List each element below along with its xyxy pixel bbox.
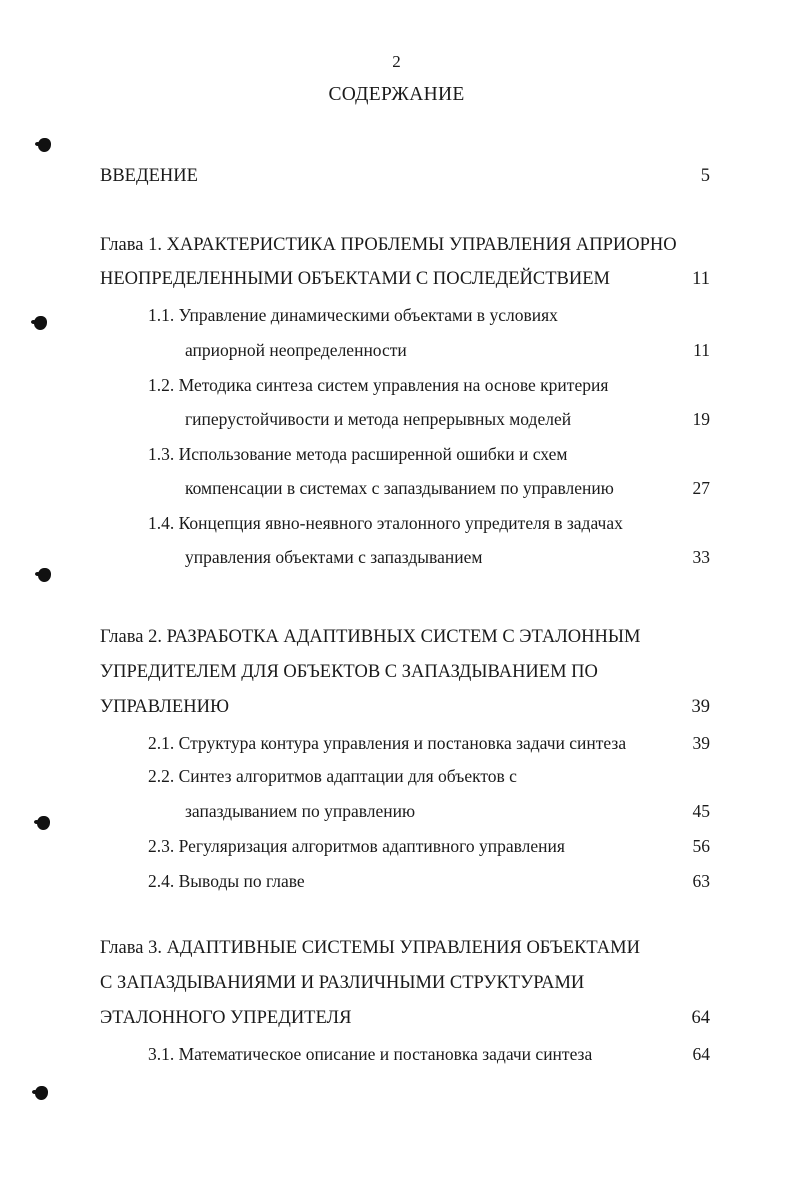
section-2-2: 2.2. Синтез алгоритмов адаптации для объектов с: [148, 766, 517, 786]
page-number: 2: [392, 52, 401, 71]
section-1-1: 1.1. Управление динамическими объектами в условиях: [148, 305, 558, 325]
toc-page-number: 11: [692, 269, 710, 289]
toc-page-number: 56: [692, 836, 710, 856]
section-2-1: 2.1. Структура контура управления и постановка задачи синтеза: [148, 733, 627, 753]
section-1-3: 1.3. Использование метода расширенной ошибки и схем: [148, 444, 568, 464]
chapter-1-title: Глава 1. ХАРАКТЕРИСТИКА ПРОБЛЕМЫ УПРАВЛЕНИЯ АПРИОРНО: [100, 235, 677, 255]
punch-hole-mark: [34, 316, 47, 330]
toc-page-number: 27: [692, 478, 710, 498]
section-2-3: 2.3. Регуляризация алгоритмов адаптивного управления: [148, 836, 565, 856]
section-3-1: 3.1. Математическое описание и постановка задачи синтеза: [148, 1044, 593, 1064]
toc-page-number: 5: [700, 166, 710, 186]
toc-page-number: 63: [692, 871, 710, 891]
chapter-3-title: Глава 3. АДАПТИВНЫЕ СИСТЕМЫ УПРАВЛЕНИЯ ОБЪЕКТАМИ: [100, 938, 640, 958]
punch-hole-mark: [38, 138, 51, 152]
chapter-3-title-cont: С ЗАПАЗДЫВАНИЯМИ И РАЗЛИЧНЫМИ СТРУКТУРАМИ: [100, 973, 585, 993]
section-1-2: 1.2. Методика синтеза систем управления на основе критерия: [148, 375, 609, 395]
punch-hole-mark: [38, 568, 51, 582]
chapter-3-title-cont: ЭТАЛОННОГО УПРЕДИТЕЛЯ: [100, 1008, 352, 1028]
section-1-4-cont: управления объектами с запаздыванием: [185, 547, 483, 567]
chapter-1-title-cont: НЕОПРЕДЕЛЕННЫМИ ОБЪЕКТАМИ С ПОСЛЕДЕЙСТВИЕМ: [100, 269, 610, 289]
toc-page-number: 33: [692, 547, 710, 567]
toc-page-number: 19: [692, 409, 710, 429]
section-1-2-cont: гиперустойчивости и метода непрерывных моделей: [185, 409, 572, 429]
toc-page-number: 45: [692, 801, 710, 821]
section-1-3-cont: компенсации в системах с запаздыванием по управлению: [185, 478, 614, 498]
toc-page-number: 64: [692, 1044, 710, 1064]
chapter-2-title-cont: УПРАВЛЕНИЮ: [100, 697, 229, 717]
toc-page-number: 39: [691, 697, 710, 717]
toc-page-number: 39: [692, 733, 710, 753]
page-title: СОДЕРЖАНИЕ: [328, 84, 465, 105]
chapter-2-title: Глава 2. РАЗРАБОТКА АДАПТИВНЫХ СИСТЕМ С ЭТАЛОННЫМ: [100, 627, 641, 647]
toc-entry-introduction: ВВЕДЕНИЕ: [100, 166, 198, 186]
punch-hole-mark: [37, 816, 50, 830]
section-2-4: 2.4. Выводы по главе: [148, 871, 305, 891]
section-2-2-cont: запаздыванием по управлению: [185, 801, 416, 821]
section-1-1-cont: априорной неопределенности: [185, 340, 407, 360]
section-1-4: 1.4. Концепция явно-неявного эталонного упредителя в задачах: [148, 513, 623, 533]
toc-page-number: 11: [693, 340, 710, 360]
chapter-2-title-cont: УПРЕДИТЕЛЕМ ДЛЯ ОБЪЕКТОВ С ЗАПАЗДЫВАНИЕМ ПО: [100, 662, 598, 682]
punch-hole-mark: [35, 1086, 48, 1100]
toc-page-number: 64: [691, 1008, 710, 1028]
